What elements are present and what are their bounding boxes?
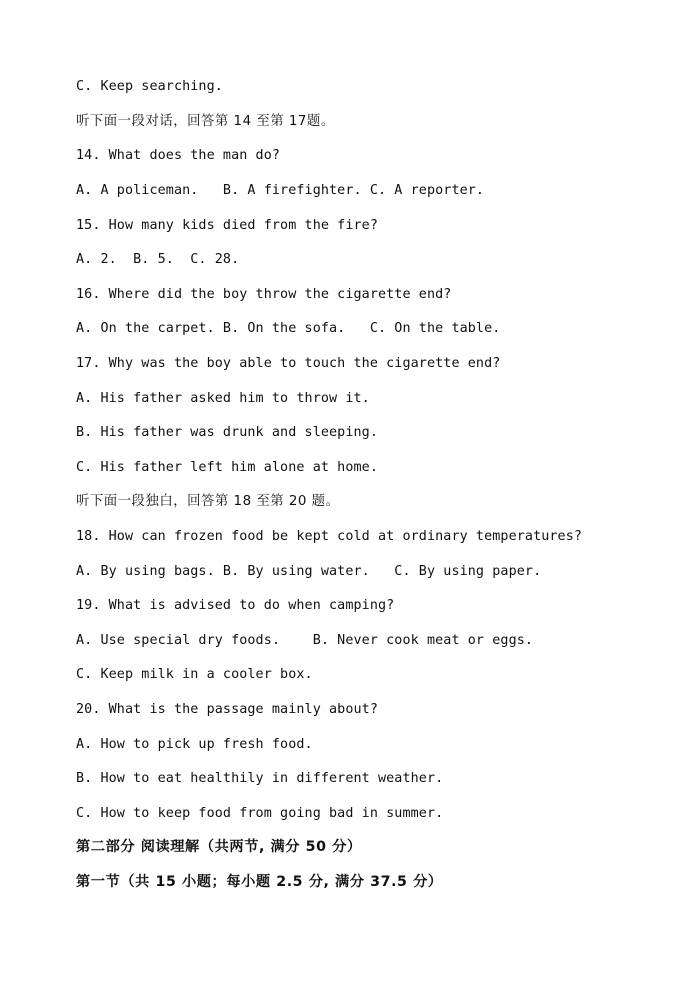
question-14-options: A. A policeman. B. A firefighter. C. A reporter. (76, 183, 485, 198)
question-19-options-ab: A. Use special dry foods. B. Never cook meat or eggs. (76, 633, 534, 648)
question-17-option-a: A. His father asked him to throw it. (76, 391, 370, 406)
question-16: 16. Where did the boy throw the cigarette end? (76, 287, 452, 302)
question-14: 14. What does the man do? (76, 148, 281, 163)
question-18: 18. How can frozen food be kept cold at ordinary temperatures? (76, 529, 583, 544)
question-16-options: A. On the carpet. B. On the sofa. C. On the table. (76, 321, 501, 336)
question-19: 19. What is advised to do when camping? (76, 598, 395, 613)
question-15-options: A. 2. B. 5. C. 28. (76, 252, 240, 267)
section-instruction-monologue: 听下面一段独白，回答第 18 至第 20 题。 (76, 494, 340, 509)
question-18-options: A. By using bags. B. By using water. C. By using paper. (76, 564, 542, 579)
question-15: 15. How many kids died from the fire? (76, 218, 378, 233)
question-20-option-c: C. How to keep food from going bad in summer. (76, 806, 444, 821)
section-one-heading: 第一节（共 15 小题；每小题 2.5 分, 满分 37.5 分） (76, 874, 443, 890)
question-20: 20. What is the passage mainly about? (76, 702, 378, 717)
question-20-option-b: B. How to eat healthily in different weather. (76, 771, 444, 786)
question-17-option-b: B. His father was drunk and sleeping. (76, 425, 378, 440)
question-17: 17. Why was the boy able to touch the cigarette end? (76, 356, 501, 371)
question-17-option-c: C. His father left him alone at home. (76, 460, 378, 475)
section-instruction-dialogue: 听下面一段对话，回答第 14 至第 17题。 (76, 114, 335, 129)
question-19-option-c: C. Keep milk in a cooler box. (76, 667, 313, 682)
option-c-keep-searching: C. Keep searching. (76, 79, 223, 94)
part-two-heading: 第二部分 阅读理解（共两节, 满分 50 分） (76, 839, 362, 855)
question-20-option-a: A. How to pick up fresh food. (76, 737, 313, 752)
